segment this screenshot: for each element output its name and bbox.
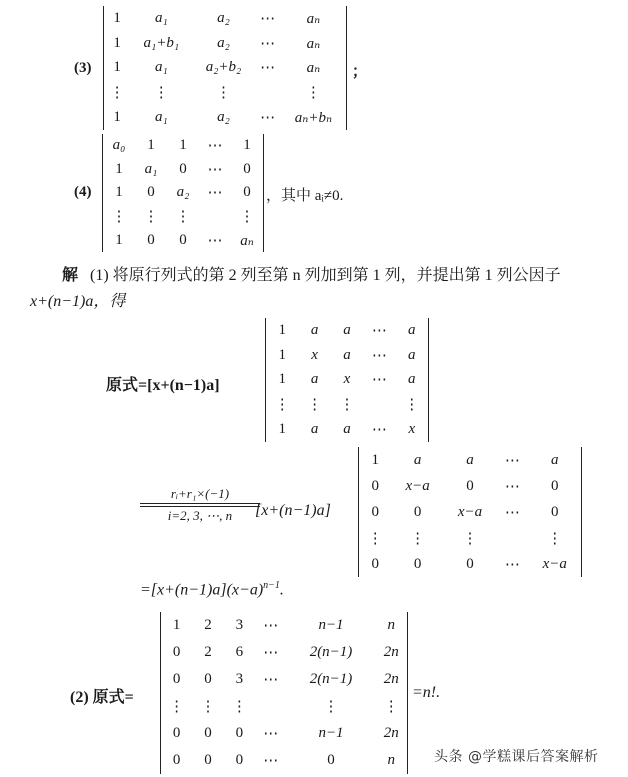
matrix-cell: ⋮ (305, 85, 321, 102)
matrix-cell: 2(n−1) (309, 644, 353, 660)
matrix-row (359, 525, 581, 551)
matrix-cell: ⋯ (207, 185, 223, 202)
matrix-cell: ⋮ (547, 530, 563, 547)
matrix-row (161, 612, 407, 639)
part-2-determinant (160, 612, 408, 774)
matrix-cell: 1 (371, 451, 379, 468)
matrix-cell: 1 (113, 9, 121, 26)
matrix-cell: 0 (204, 752, 212, 768)
matrix-cell: 3 (235, 617, 244, 633)
matrix-cell: 1 (113, 34, 121, 51)
matrix-cell: ⋯ (260, 10, 276, 27)
matrix-cell: 2n (383, 644, 399, 660)
solution-heading: 解 (62, 267, 79, 284)
matrix-cell: ⋯ (371, 422, 387, 439)
matrix-row (103, 134, 263, 158)
matrix-cell: ⋮ (367, 530, 383, 547)
matrix-cell: ⋮ (274, 397, 290, 414)
matrix-cell: 0 (371, 477, 379, 494)
matrix-cell: 0 (172, 644, 181, 660)
matrix-cell: aₙ+bₙ (294, 110, 333, 127)
part-2-result: =n!. (412, 684, 441, 701)
matrix-cell: 6 (235, 644, 244, 660)
step-3-result (140, 580, 284, 599)
matrix-cell (255, 693, 286, 720)
matrix-cell: ⋯ (207, 161, 223, 178)
matrix-cell: ⋯ (371, 372, 387, 389)
matrix-cell: ⋮ (200, 699, 216, 715)
matrix-cell: 0 (172, 725, 181, 741)
matrix-cell: 0 (179, 160, 187, 177)
matrix-cell: ⋮ (153, 85, 169, 102)
matrix-cell: ⋯ (207, 138, 223, 155)
matrix-cell: 0 (551, 503, 559, 520)
matrix-row (161, 720, 407, 747)
matrix-cell: 1 (115, 184, 123, 201)
matrix-cell: ⋯ (263, 618, 279, 634)
matrix-cell: x−a (405, 477, 430, 494)
matrix-row (104, 105, 346, 130)
matrix-cell: n−1 (318, 617, 344, 633)
matrix-cell: ⋮ (111, 209, 127, 226)
matrix-cell: a (343, 421, 351, 438)
matrix-row (266, 343, 428, 368)
matrix-cell: ⋮ (169, 699, 185, 715)
matrix-cell: a₁ (154, 9, 168, 26)
matrix-cell: a (551, 451, 559, 468)
step-3-exponent: n−1 (263, 580, 280, 591)
matrix-cell: 1 (278, 321, 286, 338)
matrix-cell: 0 (466, 555, 474, 572)
watermark: 头条 @学糕课后答案解析 (434, 749, 599, 765)
matrix-row (266, 417, 428, 442)
matrix-cell: 0 (413, 555, 422, 572)
matrix-cell: 1 (115, 160, 123, 177)
matrix-cell: 3 (235, 671, 244, 687)
matrix-cell (199, 205, 231, 229)
matrix-cell: n (387, 752, 396, 768)
matrix-cell: ⋮ (323, 699, 339, 715)
matrix-cell: a₁ (144, 160, 158, 177)
part-2-label: (2) 原式= (70, 689, 134, 706)
step-1-determinant (265, 318, 429, 442)
matrix-cell: 0 (371, 555, 379, 572)
matrix-cell: 0 (235, 725, 244, 741)
matrix-cell: ⋯ (260, 110, 276, 127)
matrix-row (104, 80, 346, 105)
matrix-cell: ⋯ (263, 672, 279, 688)
matrix-row (359, 499, 581, 525)
matrix-cell: a (310, 421, 319, 438)
problem-3-suffix: ； (352, 64, 368, 80)
solution-intro-line-1 (62, 262, 561, 285)
matrix-cell: ⋯ (504, 478, 520, 495)
matrix-cell: 0 (243, 184, 251, 201)
matrix-cell (496, 525, 528, 551)
matrix-cell: a (310, 321, 319, 338)
matrix-cell: 0 (235, 752, 244, 768)
matrix-cell: ⋯ (504, 556, 520, 573)
matrix-cell: ⋮ (175, 209, 191, 226)
matrix-cell: a₂ (217, 9, 230, 26)
matrix-cell: a (408, 321, 416, 338)
matrix-cell: ⋯ (260, 35, 276, 52)
matrix-row (161, 666, 407, 693)
determinant-grid (104, 6, 346, 130)
matrix-cell: ⋮ (143, 209, 159, 226)
matrix-cell: x (311, 346, 318, 363)
matrix-row (104, 31, 346, 56)
matrix-row (161, 639, 407, 666)
matrix-cell: 0 (147, 231, 155, 248)
problem-4-label: (4) (74, 184, 92, 200)
determinant-grid (161, 612, 407, 774)
matrix-cell: 1 (243, 137, 251, 154)
matrix-cell: x−a (542, 555, 567, 572)
matrix-cell: ⋮ (383, 699, 399, 715)
determinant-grid (266, 318, 428, 442)
matrix-cell: ⋮ (307, 397, 323, 414)
matrix-cell: ⋯ (263, 645, 279, 661)
row-operation-annotation (140, 486, 260, 524)
matrix-cell: 1 (113, 109, 121, 126)
matrix-cell (363, 392, 395, 417)
matrix-cell: ⋮ (410, 530, 426, 547)
matrix-row (359, 447, 581, 473)
problem-3-determinant (103, 6, 347, 130)
matrix-row (359, 551, 581, 577)
problem-3-label: (3) (74, 60, 92, 76)
matrix-cell: 2n (383, 671, 399, 687)
matrix-cell: x−a (457, 503, 483, 520)
matrix-cell: ⋯ (263, 726, 279, 742)
matrix-cell: a (343, 321, 351, 338)
matrix-cell: x (408, 421, 416, 438)
matrix-cell: a₂+b₂ (205, 59, 242, 76)
matrix-cell: 1 (113, 59, 121, 76)
matrix-cell: a (310, 371, 319, 388)
matrix-cell: 0 (551, 477, 559, 494)
matrix-cell: 1 (278, 421, 286, 438)
problem-4-condition: ，其中 aᵢ≠0. (266, 188, 344, 204)
step-1-prefix: 原式=[x+(n−1)a] (106, 377, 220, 394)
problem-4-determinant (102, 134, 264, 252)
matrix-row (103, 158, 263, 182)
matrix-cell: 0 (179, 231, 187, 248)
determinant-grid (103, 134, 263, 252)
matrix-cell: 1 (278, 371, 286, 388)
matrix-cell: ⋮ (239, 209, 255, 226)
matrix-cell: 0 (172, 752, 181, 768)
matrix-cell: ⋯ (504, 452, 520, 469)
matrix-cell: a (413, 451, 422, 468)
matrix-row (104, 6, 346, 31)
matrix-cell: ⋯ (260, 60, 276, 77)
matrix-cell: 1 (147, 137, 155, 154)
matrix-cell: ⋮ (231, 699, 247, 715)
matrix-cell: a₀ (112, 137, 126, 154)
matrix-cell: ⋮ (109, 85, 125, 102)
matrix-cell: 0 (243, 160, 251, 177)
matrix-row (103, 181, 263, 205)
matrix-cell: a₂ (217, 34, 230, 51)
matrix-row (161, 693, 407, 720)
matrix-cell: 2 (204, 617, 212, 633)
matrix-cell: aₙ (306, 35, 321, 52)
matrix-cell: 1 (115, 231, 123, 248)
solution-intro-text: (1) 将原行列式的第 2 列至第 n 列加到第 1 列，并提出第 1 列公因子 (90, 267, 561, 284)
matrix-cell: ⋯ (371, 322, 387, 339)
matrix-row (359, 473, 581, 499)
matrix-cell: ⋯ (371, 347, 387, 364)
matrix-cell: a (408, 371, 416, 388)
matrix-cell: x (343, 371, 351, 388)
matrix-cell: ⋮ (339, 397, 355, 414)
matrix-cell: 0 (371, 503, 379, 520)
matrix-row (103, 205, 263, 229)
row-operation-denominator: i=2, 3, ⋯, n (167, 508, 233, 523)
matrix-row (266, 318, 428, 343)
matrix-cell: a (466, 451, 474, 468)
matrix-cell: aₙ (306, 60, 321, 77)
matrix-cell: 2n (383, 725, 399, 741)
matrix-cell: n (387, 617, 396, 633)
matrix-cell: ⋯ (504, 504, 520, 521)
matrix-cell: ⋯ (207, 232, 223, 249)
matrix-row (103, 228, 263, 252)
solution-intro-line-2: x+(n−1)a，得 (30, 293, 126, 310)
matrix-cell: ⋮ (215, 85, 231, 102)
matrix-row (161, 747, 407, 774)
matrix-cell: a₂ (176, 184, 190, 201)
matrix-cell: ⋯ (263, 753, 279, 769)
matrix-row (266, 368, 428, 393)
matrix-cell: 0 (204, 725, 212, 741)
step-2-factor: [x+(n−1)a] (255, 502, 331, 519)
matrix-cell: 0 (172, 671, 181, 687)
matrix-cell: aₙ (306, 10, 321, 27)
matrix-row (266, 392, 428, 417)
matrix-cell: 0 (327, 752, 335, 768)
matrix-cell: 1 (179, 137, 187, 154)
matrix-cell: 1 (278, 346, 286, 363)
matrix-cell: 0 (413, 503, 422, 520)
matrix-row (104, 56, 346, 81)
matrix-cell: ⋮ (462, 530, 478, 547)
matrix-cell: 2 (204, 644, 212, 660)
matrix-cell: 0 (147, 184, 155, 201)
matrix-cell: 0 (466, 477, 474, 494)
matrix-cell: a (408, 346, 416, 363)
row-operation-numerator: rᵢ+r₁×(−1) (170, 486, 230, 501)
matrix-cell: a₁+b₁ (143, 34, 180, 51)
matrix-cell: a₁ (154, 59, 168, 76)
matrix-cell: 1 (172, 617, 181, 633)
matrix-cell: ⋮ (404, 397, 420, 414)
matrix-cell: n−1 (318, 725, 344, 741)
matrix-cell: 0 (204, 671, 212, 687)
matrix-cell (255, 80, 281, 105)
matrix-cell: a (343, 346, 351, 363)
matrix-cell: a₂ (217, 109, 230, 126)
matrix-cell: 2(n−1) (309, 671, 353, 687)
determinant-grid (359, 447, 581, 577)
matrix-cell: aₙ (240, 232, 254, 249)
matrix-cell: a₁ (154, 109, 168, 126)
step-2-determinant (358, 447, 582, 577)
step-3-period: . (279, 581, 284, 599)
step-3-expression: =[x+(n−1)a](x−a) (140, 581, 264, 599)
